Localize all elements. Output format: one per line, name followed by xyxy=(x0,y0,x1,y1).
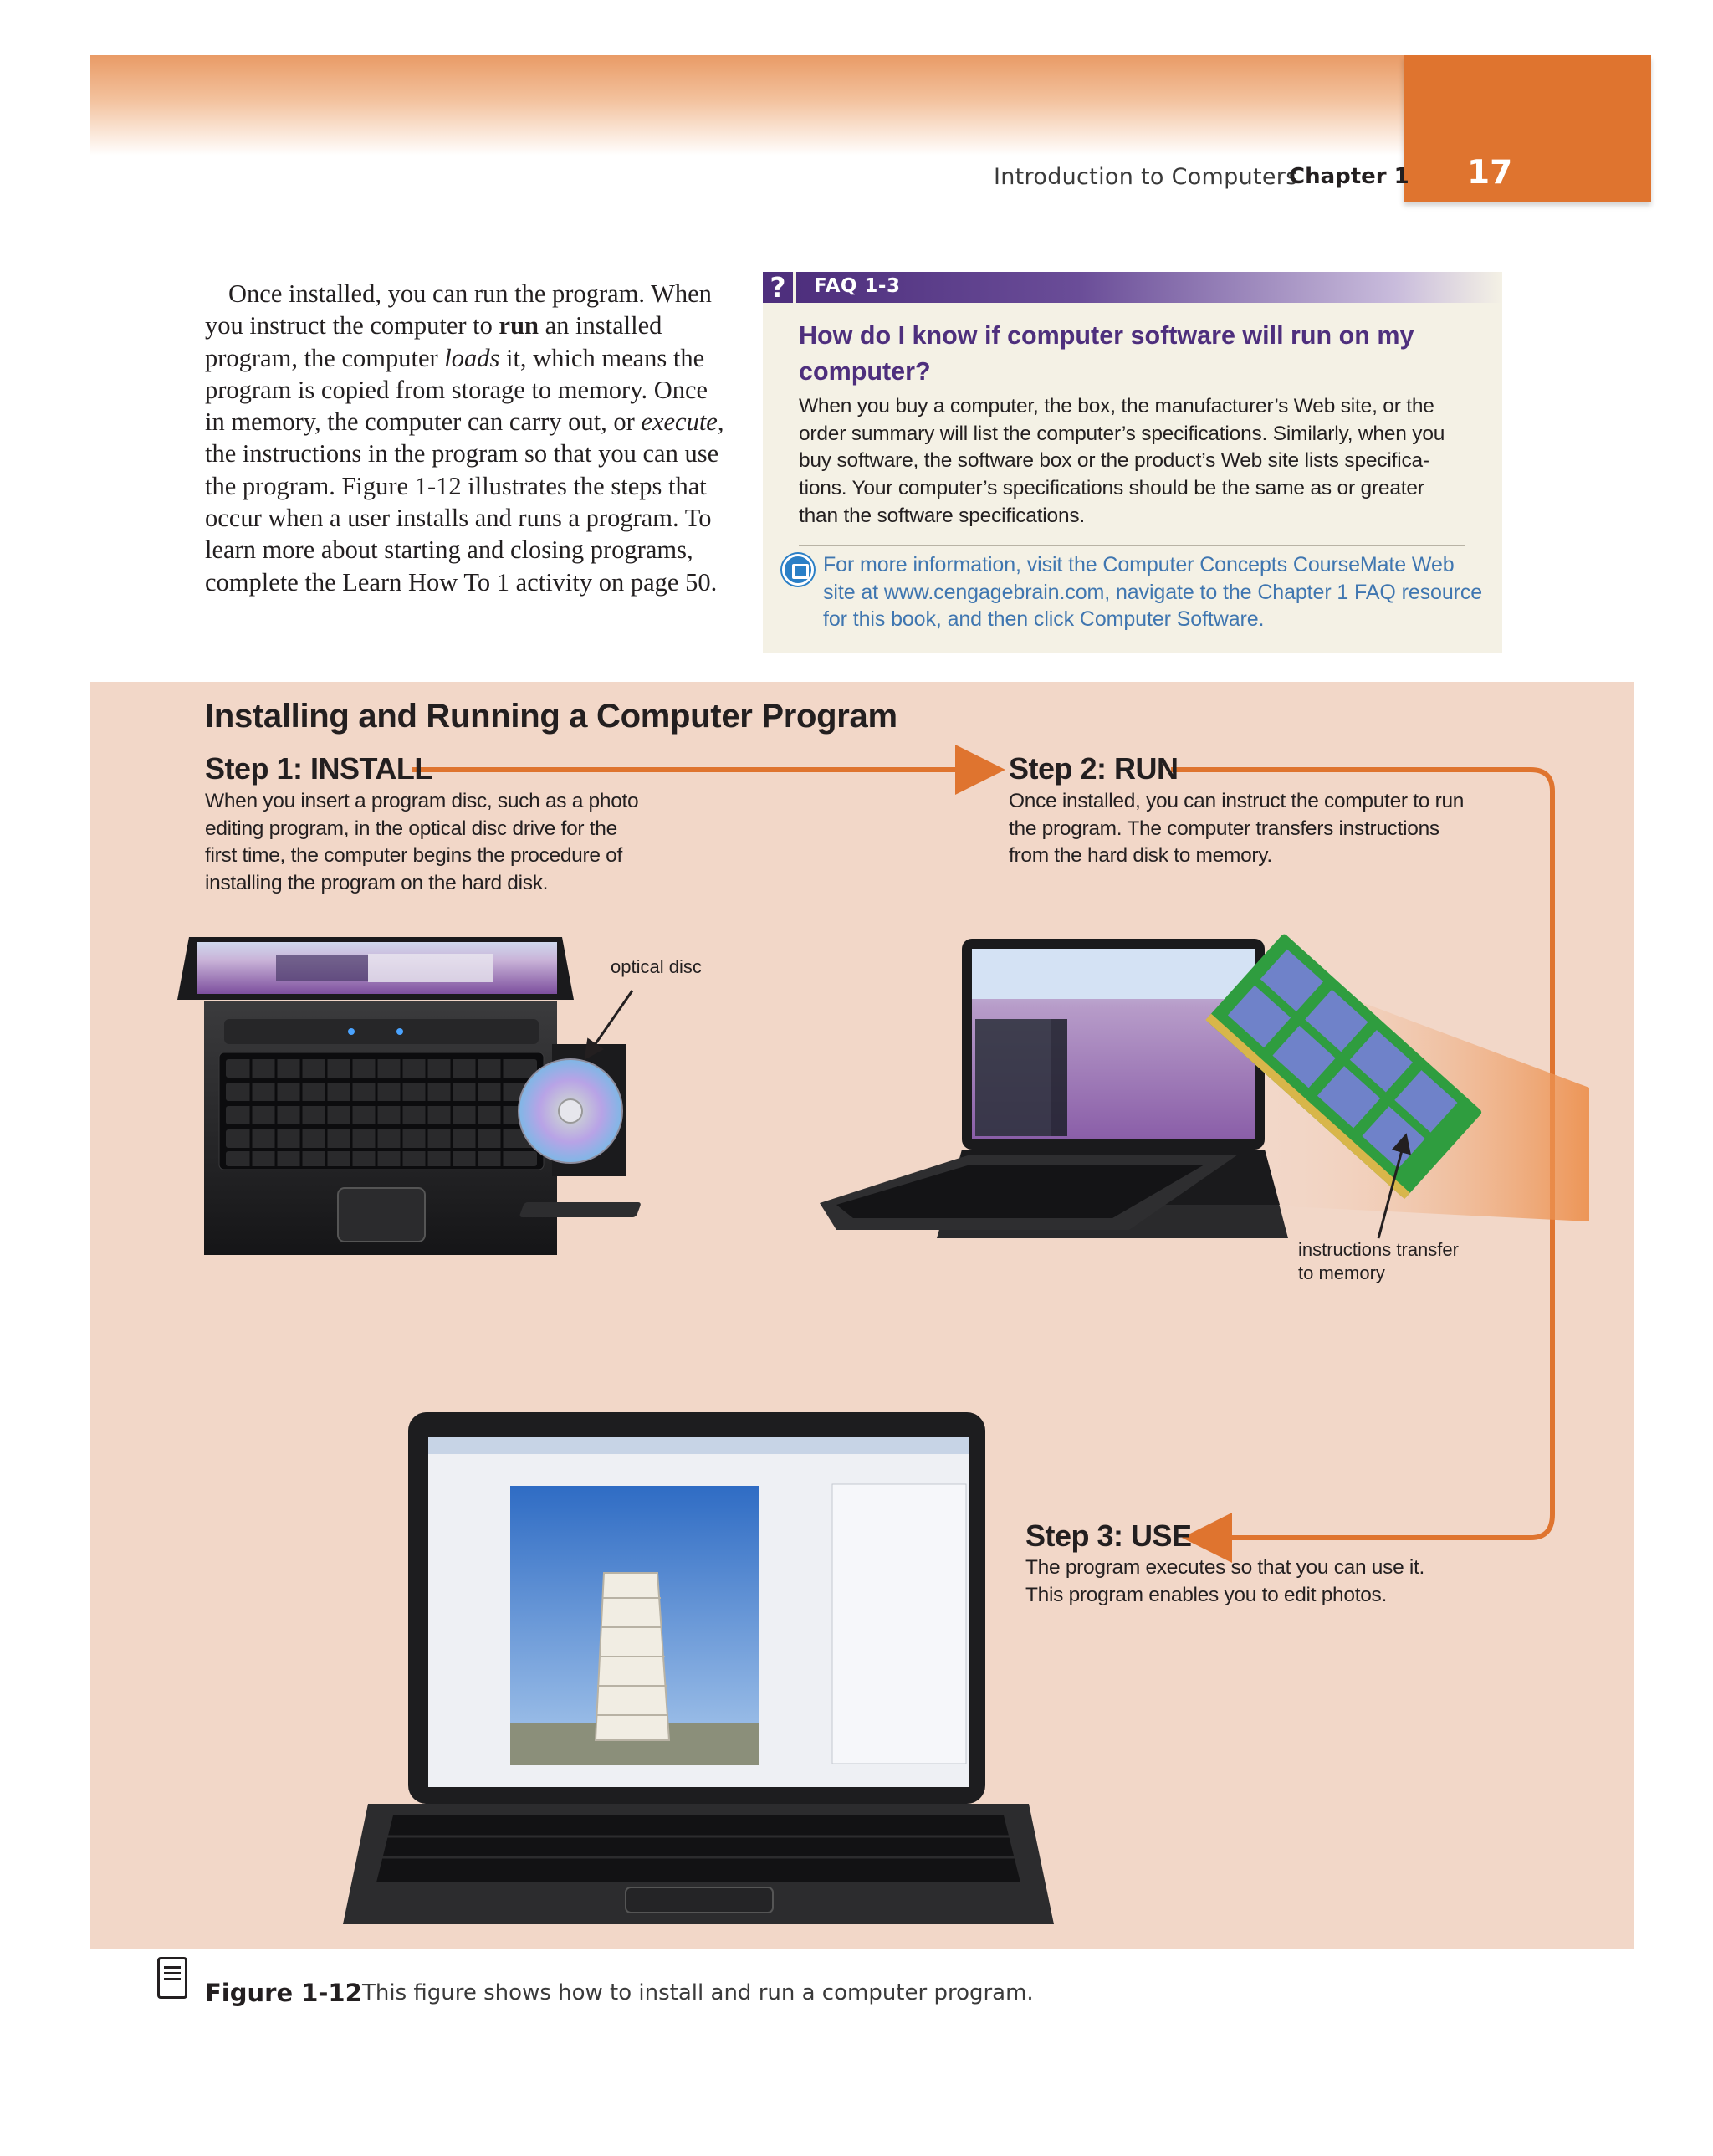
running-head-title: Introduction to Computers xyxy=(994,164,1298,190)
running-head-chapter: Chapter 1 xyxy=(1289,164,1409,189)
callout-memory: instructions transfer to memory xyxy=(1298,1239,1459,1283)
step2-text: Once installed, you can instruct the computer to run the program. The computer transfers instructions from the hard disk to memory. xyxy=(1009,790,1465,868)
body-text-run: an installed program, the computer xyxy=(205,311,662,372)
faq-question: How do I know if computer software will run on my computer? xyxy=(799,321,1414,386)
animation-icon[interactable] xyxy=(157,1957,187,1999)
callout-optical-disc: optical disc xyxy=(611,956,702,977)
laptop-use-illustration xyxy=(343,1412,1054,1924)
step2-heading: Step 2: RUN xyxy=(1009,751,1179,786)
step3-text: The program executes so that you can use it. This program enables you to edit photos. xyxy=(1025,1556,1425,1606)
term-execute: execute xyxy=(641,407,718,437)
term-loads: loads xyxy=(444,343,500,372)
figure-caption: This figure shows how to install and run a computer program. xyxy=(362,1980,1034,2005)
figure-title: Installing and Running a Computer Program xyxy=(205,698,897,735)
faq-answer: When you buy a computer, the box, the manufacturer’s Web site, or the order summary will list the computer’s specifications. Similarly, when you buy software, the software box or the product’s Web site lists specifica-tions. Your computer’s specifications should be the same as or greater than the software specifications. xyxy=(799,395,1445,527)
question-mark-icon: ? xyxy=(763,272,793,303)
step1-heading: Step 1: INSTALL xyxy=(205,751,432,786)
step1-text: When you insert a program disc, such as a photo editing program, in the optical disc drive for the first time, the computer begins the procedure of installing the program on the hard disk. xyxy=(205,790,639,895)
step3-heading: Step 3: USE xyxy=(1025,1518,1192,1553)
body-text-run: it, which means the program is copied from storage to memory. Once in memory, the computer can carry out, or xyxy=(205,343,708,437)
term-run: run xyxy=(499,311,539,341)
faq-more-info: For more information, visit the Computer Concepts CourseMate Web site at www.cengagebrain.com, navigate to the Chapter 1 FAQ resource for this book, and then click Computer Software. xyxy=(823,553,1483,632)
body-text-run: , the instructions in the program so that you can use the program. Figure 1-12 illustrates the steps that occur when a user installs and runs a program. To learn more about starting and closing programs, complete the Learn How To 1 activity on page 50. xyxy=(205,407,724,597)
faq-label: FAQ 1-3 xyxy=(814,275,901,297)
body-text-run: Once installed, you can run the program. When you instruct the computer to xyxy=(205,279,712,341)
laptop-run-illustration xyxy=(519,933,1589,1272)
figure-label: Figure 1-12 xyxy=(205,1979,362,2007)
page-number: 17 xyxy=(1467,154,1513,192)
